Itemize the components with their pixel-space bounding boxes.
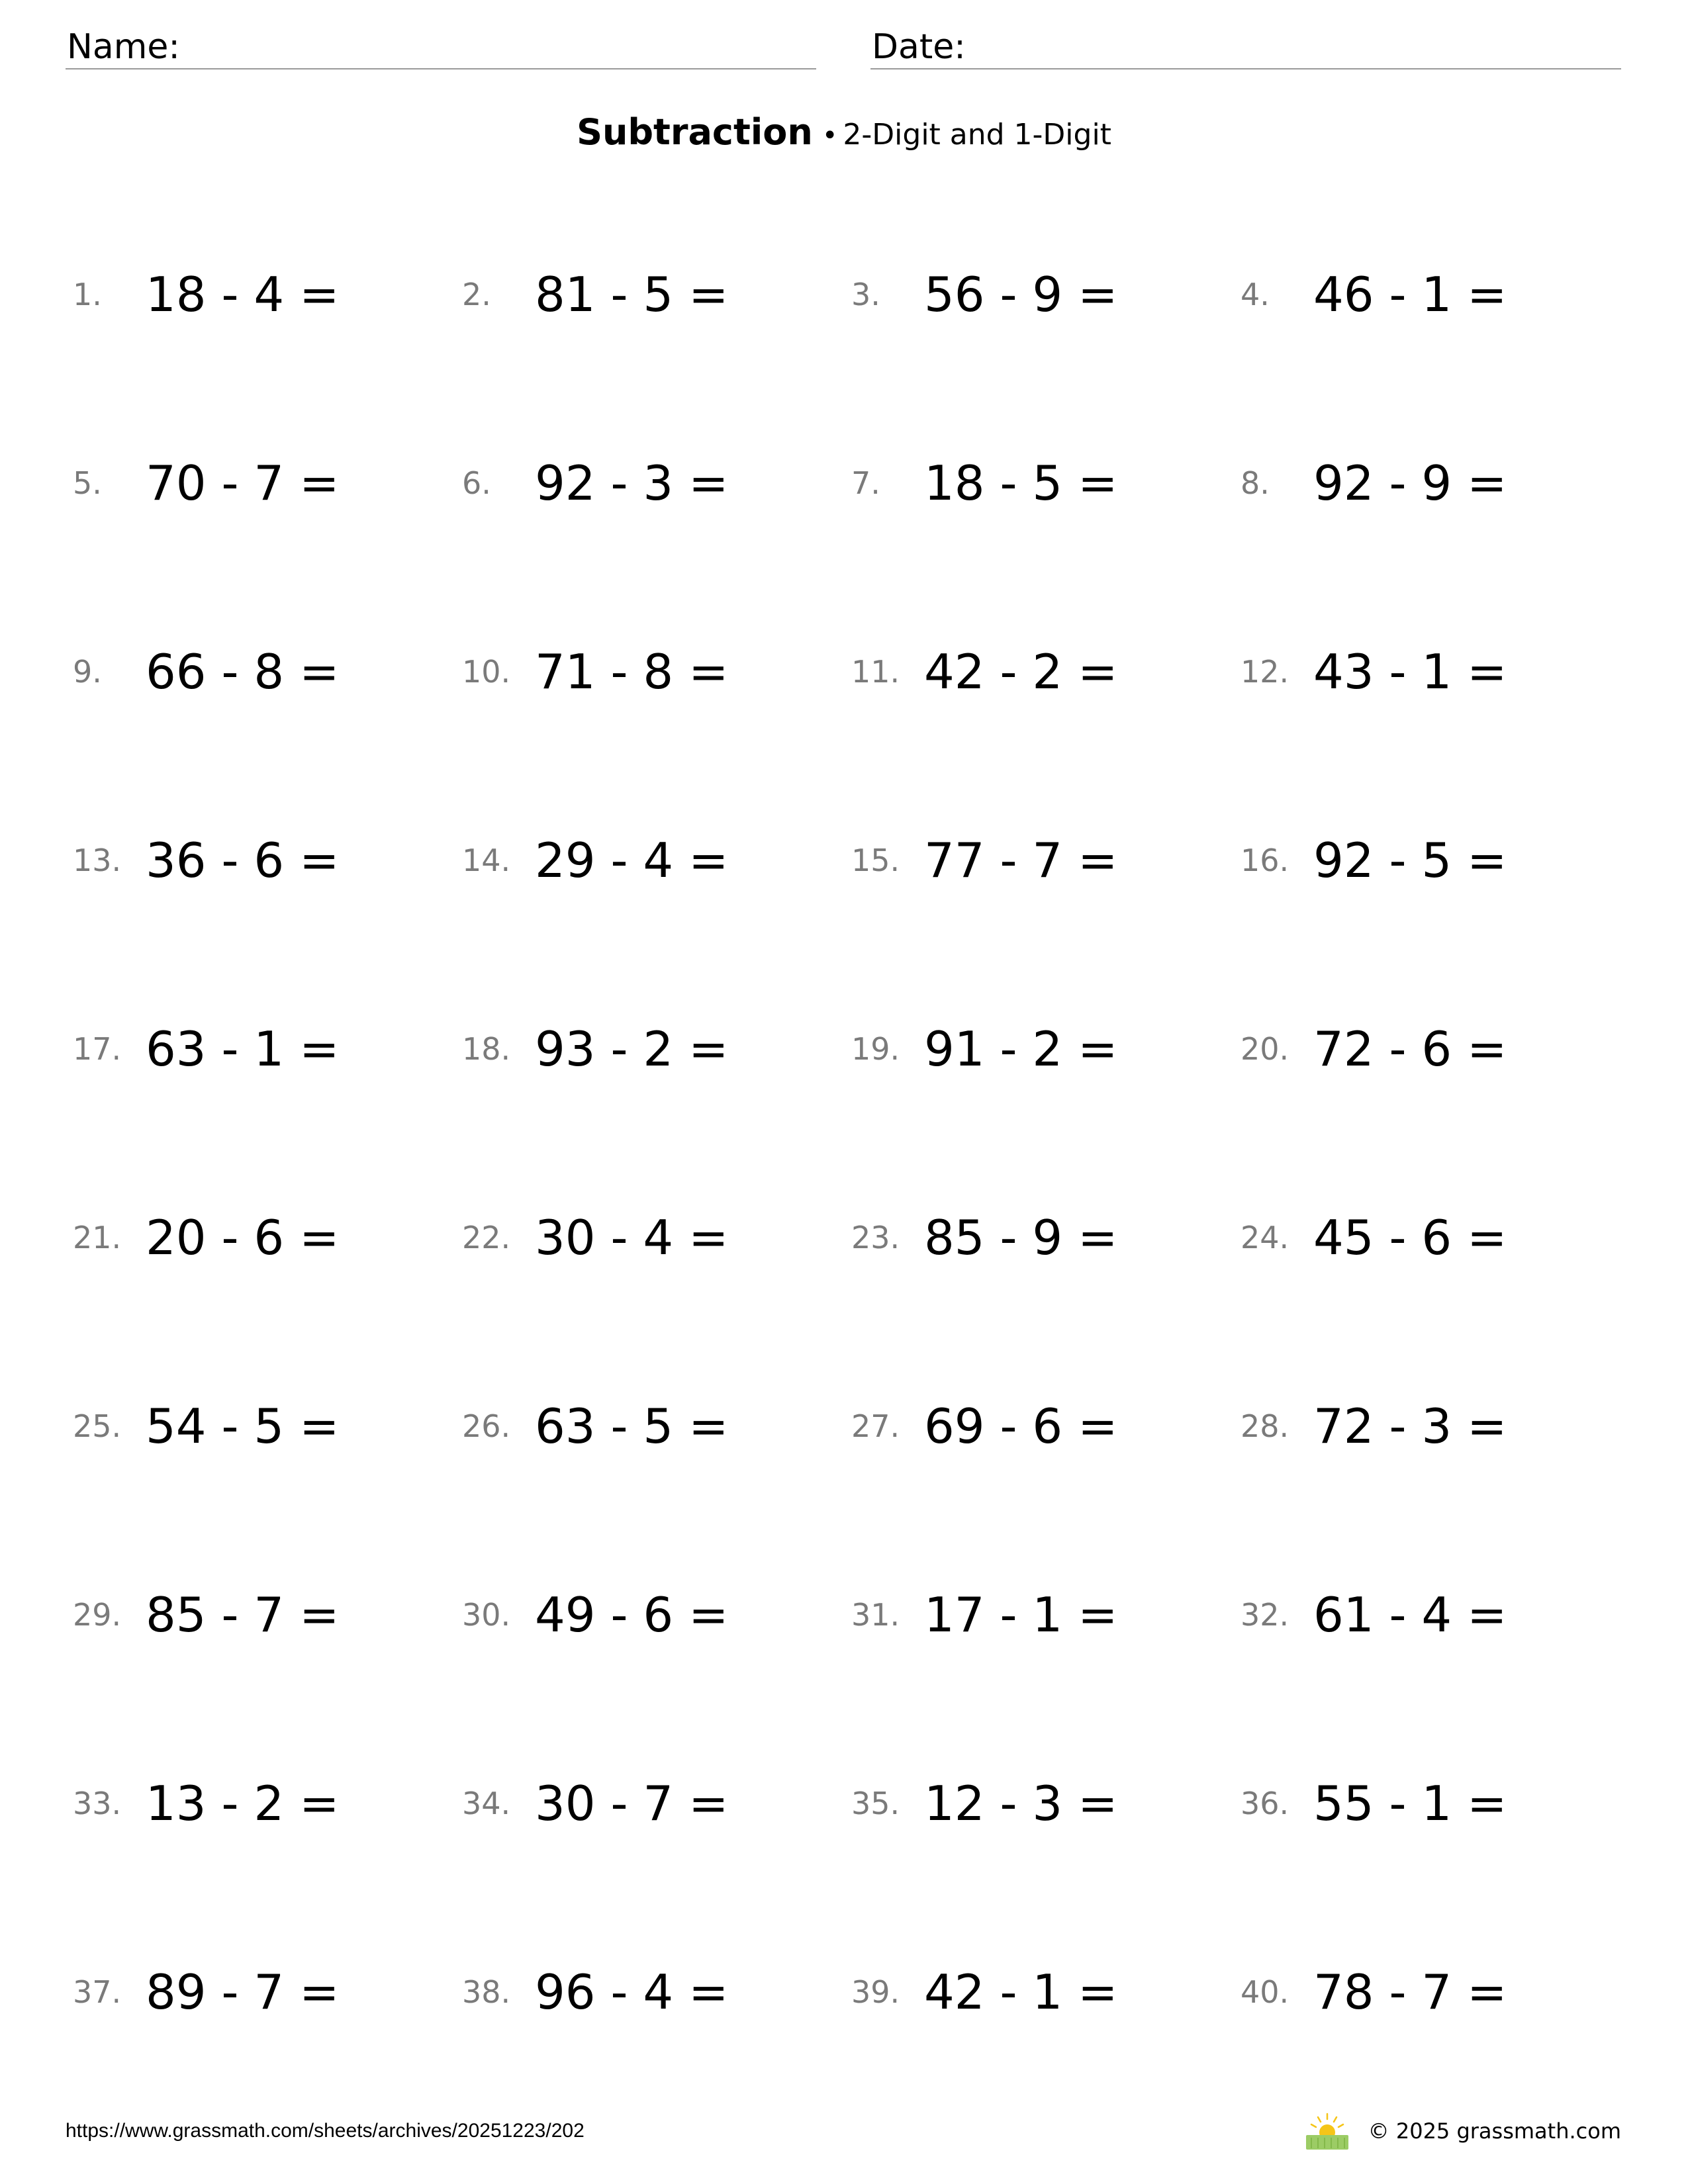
problem-number: 8. — [1241, 465, 1270, 501]
problem-expression: 71 - 8 = — [535, 644, 729, 700]
problem-number: 38. — [462, 1974, 511, 2010]
problem-item — [1241, 1754, 1630, 1853]
problem-item — [73, 1942, 462, 2042]
problem-item — [1241, 1188, 1630, 1287]
problem-expression: 56 - 9 = — [924, 267, 1118, 322]
problem-number: 10. — [462, 654, 511, 690]
problem-expression: 43 - 1 = — [1313, 644, 1507, 700]
problem-item — [851, 1377, 1241, 1476]
problem-item — [73, 245, 462, 344]
problem-expression: 13 - 2 = — [146, 1776, 340, 1831]
problem-number: 20. — [1241, 1031, 1289, 1067]
problem-expression: 93 - 2 = — [535, 1021, 729, 1077]
problem-number: 24. — [1241, 1220, 1289, 1255]
problem-item — [73, 622, 462, 721]
problem-number: 19. — [851, 1031, 900, 1067]
date-field[interactable] — [870, 24, 1621, 69]
problem-expression: 70 - 7 = — [146, 455, 340, 511]
footer-url: https://www.grassmath.com/sheets/archives/20251223/202 — [66, 2120, 585, 2142]
problem-expression: 45 - 6 = — [1313, 1210, 1507, 1265]
problem-expression: 85 - 7 = — [146, 1587, 340, 1643]
problem-expression: 20 - 6 = — [146, 1210, 340, 1265]
problem-item — [73, 433, 462, 533]
problem-item — [462, 1942, 851, 2042]
problem-number: 4. — [1241, 277, 1270, 312]
title-subtitle: 2-Digit and 1-Digit — [843, 118, 1111, 152]
problem-item — [851, 245, 1241, 344]
problem-expression: 72 - 6 = — [1313, 1021, 1507, 1077]
problem-item — [1241, 1565, 1630, 1664]
problem-item — [73, 1377, 462, 1476]
title-main: Subtraction — [577, 111, 813, 153]
problem-item — [462, 1565, 851, 1664]
problem-item — [851, 1565, 1241, 1664]
problem-expression: 78 - 7 = — [1313, 1964, 1507, 2020]
problem-number: 16. — [1241, 842, 1289, 878]
problem-number: 13. — [73, 842, 122, 878]
problem-number: 14. — [462, 842, 511, 878]
problem-item — [851, 999, 1241, 1099]
date-label: Date: — [872, 27, 966, 67]
problem-expression: 55 - 1 = — [1313, 1776, 1507, 1831]
problem-item — [73, 811, 462, 910]
problem-expression: 30 - 7 = — [535, 1776, 729, 1831]
problem-item — [1241, 433, 1630, 533]
problem-expression: 46 - 1 = — [1313, 267, 1507, 322]
name-field[interactable] — [66, 24, 816, 69]
problem-number: 23. — [851, 1220, 900, 1255]
problem-item — [1241, 999, 1630, 1099]
problem-expression: 85 - 9 = — [924, 1210, 1118, 1265]
problem-expression: 54 - 5 = — [146, 1398, 340, 1454]
problem-number: 18. — [462, 1031, 511, 1067]
problem-number: 37. — [73, 1974, 122, 2010]
problem-number: 21. — [73, 1220, 122, 1255]
problem-expression: 66 - 8 = — [146, 644, 340, 700]
problem-expression: 18 - 4 = — [146, 267, 340, 322]
problem-expression: 92 - 3 = — [535, 455, 729, 511]
problem-expression: 42 - 2 = — [924, 644, 1118, 700]
problem-item — [462, 1188, 851, 1287]
problem-expression: 36 - 6 = — [146, 833, 340, 888]
problem-expression: 17 - 1 = — [924, 1587, 1118, 1643]
problem-expression: 61 - 4 = — [1313, 1587, 1507, 1643]
problem-item — [462, 1754, 851, 1853]
problem-item — [851, 811, 1241, 910]
problem-number: 22. — [462, 1220, 511, 1255]
problem-expression: 91 - 2 = — [924, 1021, 1118, 1077]
problem-expression: 81 - 5 = — [535, 267, 729, 322]
problem-number: 2. — [462, 277, 491, 312]
problem-item — [1241, 1942, 1630, 2042]
problem-item — [462, 1377, 851, 1476]
problem-number: 25. — [73, 1408, 122, 1444]
problem-expression: 96 - 4 = — [535, 1964, 729, 2020]
problem-number: 33. — [73, 1786, 122, 1821]
problem-item — [851, 433, 1241, 533]
problem-grid — [73, 245, 1662, 2131]
problem-expression: 77 - 7 = — [924, 833, 1118, 888]
problem-expression: 89 - 7 = — [146, 1964, 340, 2020]
problem-expression: 69 - 6 = — [924, 1398, 1118, 1454]
problem-expression: 92 - 9 = — [1313, 455, 1507, 511]
problem-item — [1241, 1377, 1630, 1476]
problem-expression: 63 - 5 = — [535, 1398, 729, 1454]
name-label: Name: — [67, 27, 180, 67]
problem-item — [851, 1942, 1241, 2042]
problem-number: 40. — [1241, 1974, 1289, 2010]
problem-number: 32. — [1241, 1597, 1289, 1633]
problem-number: 6. — [462, 465, 491, 501]
problem-item — [1241, 245, 1630, 344]
title-separator: • — [821, 120, 838, 151]
problem-number: 7. — [851, 465, 880, 501]
problem-number: 17. — [73, 1031, 122, 1067]
problem-item — [73, 1188, 462, 1287]
problem-number: 35. — [851, 1786, 900, 1821]
problem-item — [462, 811, 851, 910]
problem-number: 1. — [73, 277, 102, 312]
copyright-text: © 2025 grassmath.com — [1368, 2118, 1621, 2144]
problem-item — [462, 245, 851, 344]
problem-number: 26. — [462, 1408, 511, 1444]
problem-item — [73, 1754, 462, 1853]
problem-expression: 30 - 4 = — [535, 1210, 729, 1265]
problem-item — [462, 999, 851, 1099]
problem-item — [73, 1565, 462, 1664]
problem-number: 29. — [73, 1597, 122, 1633]
problem-expression: 49 - 6 = — [535, 1587, 729, 1643]
problem-item — [851, 622, 1241, 721]
problem-expression: 42 - 1 = — [924, 1964, 1118, 2020]
problem-item — [73, 999, 462, 1099]
problem-item — [462, 433, 851, 533]
problem-item — [851, 1754, 1241, 1853]
problem-expression: 63 - 1 = — [146, 1021, 340, 1077]
problem-number: 36. — [1241, 1786, 1289, 1821]
footer-brand — [1303, 2111, 1621, 2151]
problem-number: 27. — [851, 1408, 900, 1444]
problem-expression: 92 - 5 = — [1313, 833, 1507, 888]
problem-number: 39. — [851, 1974, 900, 2010]
problem-number: 9. — [73, 654, 102, 690]
problem-number: 31. — [851, 1597, 900, 1633]
problem-expression: 12 - 3 = — [924, 1776, 1118, 1831]
problem-number: 28. — [1241, 1408, 1289, 1444]
problem-expression: 29 - 4 = — [535, 833, 729, 888]
problem-number: 5. — [73, 465, 102, 501]
problem-number: 3. — [851, 277, 880, 312]
problem-number: 34. — [462, 1786, 511, 1821]
problem-expression: 18 - 5 = — [924, 455, 1118, 511]
problem-number: 15. — [851, 842, 900, 878]
sun-over-grass-icon — [1303, 2111, 1351, 2151]
problem-item — [462, 622, 851, 721]
problem-number: 30. — [462, 1597, 511, 1633]
problem-expression: 72 - 3 = — [1313, 1398, 1507, 1454]
problem-item — [1241, 622, 1630, 721]
worksheet-title — [0, 106, 1688, 159]
problem-number: 12. — [1241, 654, 1289, 690]
problem-item — [1241, 811, 1630, 910]
problem-number: 11. — [851, 654, 900, 690]
problem-item — [851, 1188, 1241, 1287]
